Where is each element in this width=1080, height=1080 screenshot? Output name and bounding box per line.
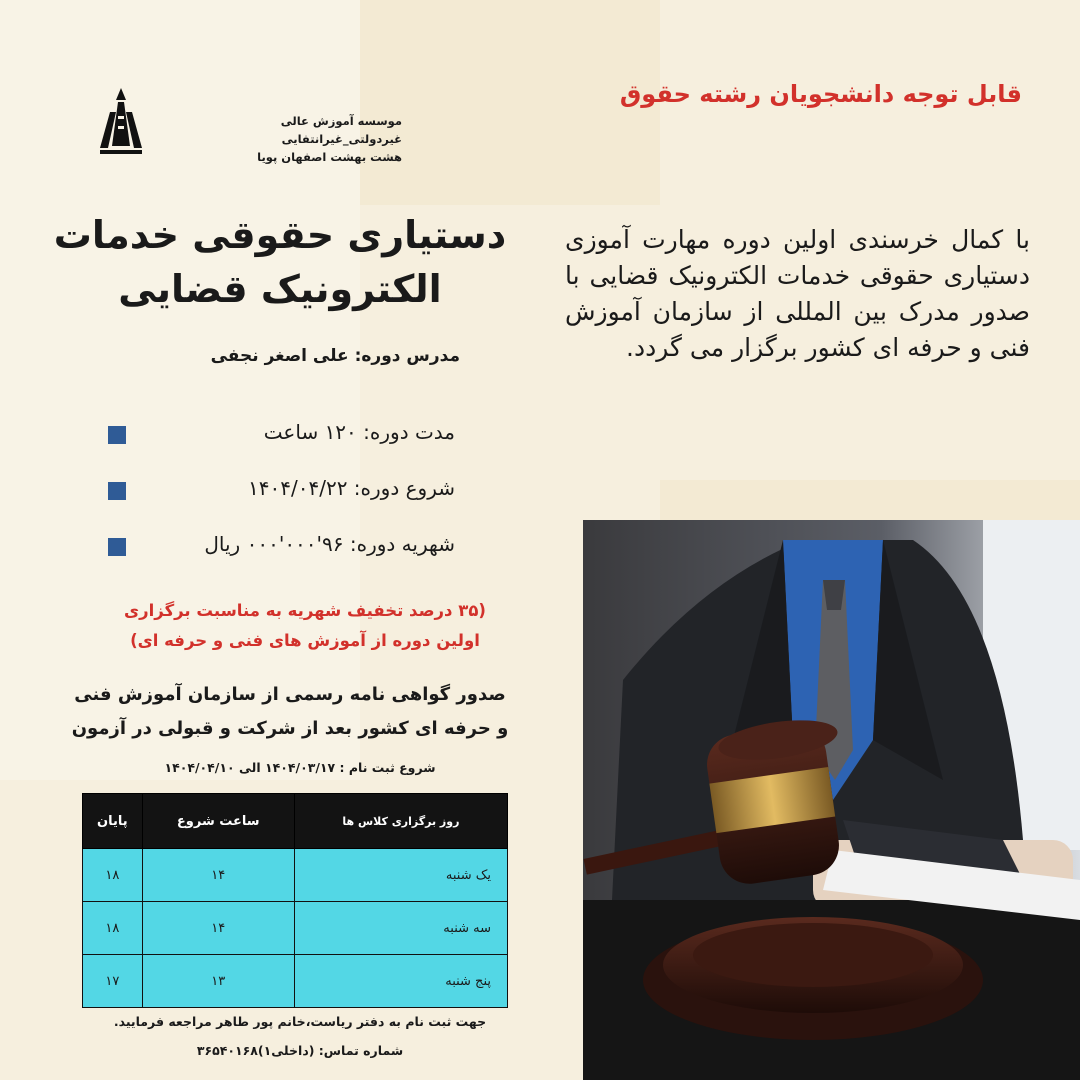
info-tuition [100, 532, 455, 588]
info-start-date-text: شروع دوره: ۱۴۰۴/۰۴/۲۲ [248, 476, 455, 500]
header-end-time: پایان [83, 794, 143, 849]
course-info-list [100, 420, 455, 588]
registration-note: جهت ثبت نام به دفتر ریاست،خانم پور طاهر مراجعه فرمایید. [113, 1014, 487, 1029]
cell-day: پنج شنبه [294, 955, 507, 1008]
instructor: مدرس دوره: علی اصغر نجفی [210, 346, 460, 366]
cell-end: ۱۷ [83, 955, 143, 1008]
course-title-line2: الکترونیک قضایی [118, 267, 442, 311]
discount-line2: اولین دوره از آموزش های فنی و حرفه ای) [130, 631, 480, 650]
cell-start: ۱۴ [142, 902, 294, 955]
lawyer-gavel-photo [583, 520, 1080, 1080]
table-row [83, 955, 508, 1008]
square-bullet-icon [108, 482, 126, 500]
discount-note [70, 596, 540, 656]
certificate-line1: صدور گواهی نامه رسمی از سازمان آموزش فنی [74, 684, 506, 705]
background-panel-mid [660, 480, 1080, 520]
cell-end: ۱۸ [83, 902, 143, 955]
institute-name-line2: هشت بهشت اصفهان پویا [257, 150, 402, 164]
institute-name-line1: موسسه آموزش عالی غیردولتی_غیرانتفایی [280, 114, 402, 146]
table-row [83, 849, 508, 902]
cell-start: ۱۴ [142, 849, 294, 902]
table-row [83, 902, 508, 955]
certificate-note [40, 678, 540, 746]
course-title-line1: دستیاری حقوقی خدمات [53, 213, 507, 257]
schedule-table [82, 793, 508, 1008]
background-panel-top [360, 0, 660, 205]
gavel-illustration [583, 520, 1080, 1080]
cell-day: یک شنبه [294, 849, 507, 902]
info-start-date [100, 476, 455, 532]
registration-period: شروع ثبت نام : ۱۴۰۴/۰۳/۱۷ الی ۱۴۰۴/۰۴/۱۰ [164, 760, 436, 775]
certificate-line2: و حرفه ای کشور بعد از شرکت و قبولی در آزمون [71, 718, 509, 739]
square-bullet-icon [108, 426, 126, 444]
header-start-time: ساعت شروع [142, 794, 294, 849]
contact-number: شماره تماس: (داخلی۱)۳۶۵۴۰۱۶۸ [196, 1043, 404, 1058]
course-title [40, 208, 520, 316]
info-tuition-text: شهریه دوره: ۹۶'۰۰۰'۰۰۰ ریال [204, 532, 455, 556]
header-day: روز برگزاری کلاس ها [294, 794, 507, 849]
discount-line1: (۳۵ درصد تخفیف شهریه به مناسبت برگزاری [124, 601, 486, 620]
institute-name [162, 112, 402, 166]
info-duration [100, 420, 455, 476]
intro-paragraph: با کمال خرسندی اولین دوره مهارت آموزی دستیاری حقوقی خدمات الکترونیک قضایی با صدور مدرک بین المللی از سازمان آموزش فنی و حرفه ای کشور برگزار می گردد. [565, 225, 1030, 362]
headline: قابل توجه دانشجویان رشته حقوق [619, 80, 1022, 108]
institute-logo-icon [96, 86, 146, 156]
cell-day: سه شنبه [294, 902, 507, 955]
cell-end: ۱۸ [83, 849, 143, 902]
cell-start: ۱۳ [142, 955, 294, 1008]
square-bullet-icon [108, 538, 126, 556]
info-duration-text: مدت دوره: ۱۲۰ ساعت [263, 420, 455, 444]
schedule-header-row [83, 794, 508, 849]
